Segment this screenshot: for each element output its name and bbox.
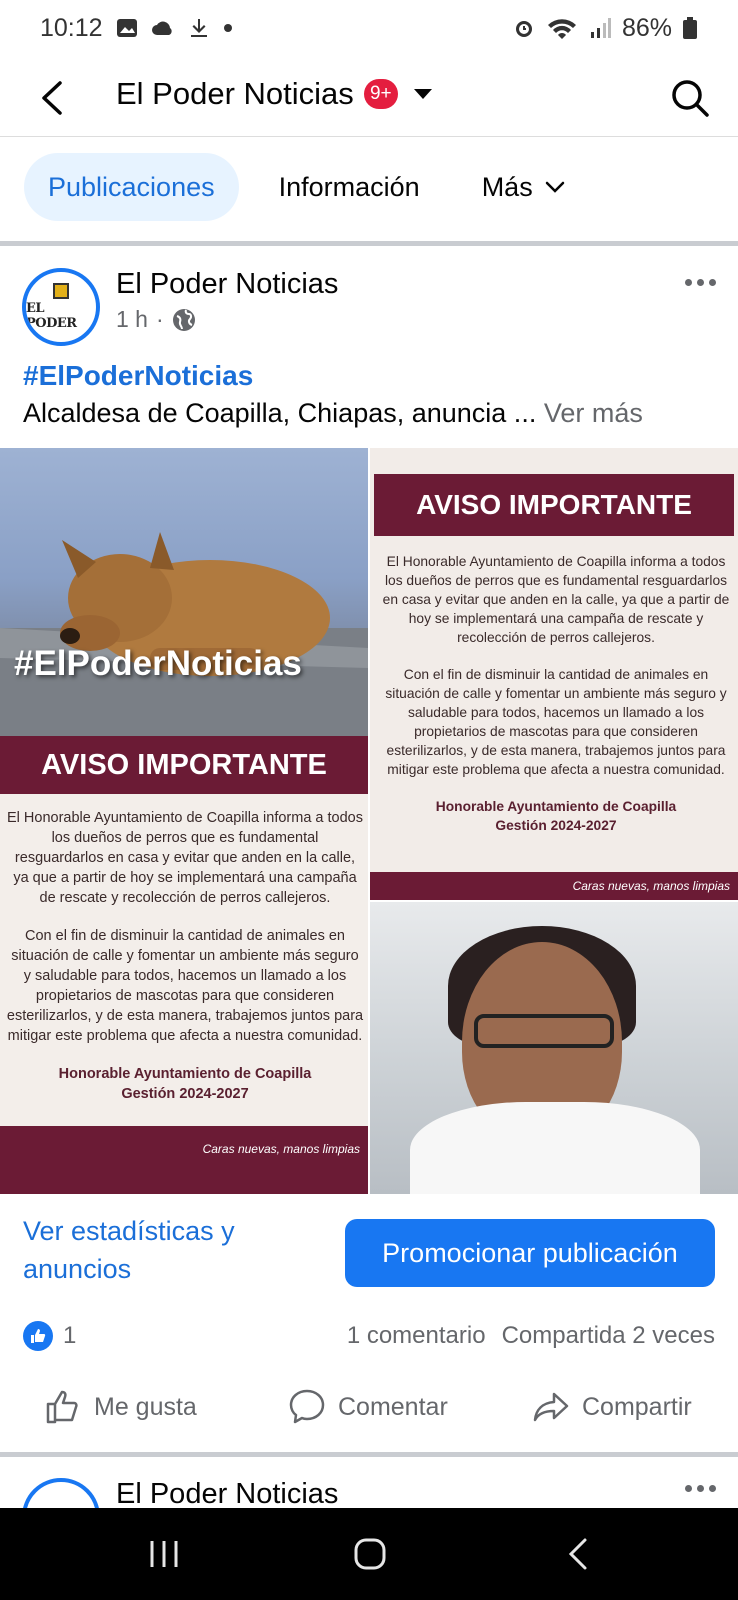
avatar[interactable] — [22, 268, 100, 346]
download-icon — [187, 16, 211, 40]
notice-paragraph-2: Con el fin de disminuir la cantidad de animales en situación de calle y fomentar un ambiente más seguro y saludable para todos, hacemos un llamado a los propietarios de mascotas para que consideren esterilizarlos, y de esta manera, trabajemos juntos para mitigar este problema que afecta a nuestra comunidad. — [6, 928, 364, 1044]
image-hashtag-overlay: #ElPoderNoticias — [14, 644, 302, 683]
status-time: 10:12 — [40, 13, 103, 42]
globe-icon — [172, 308, 196, 332]
post-options-button[interactable] — [674, 266, 726, 298]
page-tabs — [24, 152, 565, 222]
post-text-body: Alcaldesa de Coapilla, Chiapas, anuncia ... — [23, 398, 537, 428]
tab-publicaciones[interactable]: Publicaciones — [24, 153, 239, 221]
notice-paragraph-2-right: Con el fin de disminuir la cantidad de animales en situación de calle y fomentar un ambiente más seguro y saludable para todos, hacemos un llamado a los propietarios de mascotas para que consideren esterilizarlos, y de esta manera, trabajemos juntos para mitigar este problema que afecta a nuestra comunidad. — [385, 667, 727, 777]
page-title: El Poder Noticias — [116, 76, 354, 111]
tab-informacion[interactable]: Información — [278, 171, 420, 202]
recents-button[interactable] — [134, 1532, 194, 1576]
dog-photo — [0, 448, 368, 736]
share-arrow-icon — [532, 1388, 570, 1426]
signal-icon — [588, 16, 612, 40]
footer-slogan-left: Caras nuevas, manos limpias — [202, 1142, 360, 1156]
media-tile-left[interactable] — [0, 448, 368, 1194]
thumbs-up-icon — [44, 1388, 82, 1426]
header-divider — [0, 136, 738, 137]
recents-icon — [147, 1539, 181, 1569]
system-back-button[interactable] — [548, 1532, 608, 1576]
search-icon — [670, 78, 710, 118]
notice-paragraph-1: El Honorable Ayuntamiento de Coapilla informa a todos los dueños de perros que es fundamental resguardarlos en casa y evitar que anden en la calle, ya que a partir de hoy se implementará una campaña de rescate y recolección de perros callejeros. — [6, 810, 363, 906]
logo-mark — [53, 283, 69, 299]
next-post-header — [0, 1466, 738, 1508]
home-icon — [353, 1537, 387, 1571]
footer-strip-right — [370, 872, 738, 900]
chevron-left-icon — [566, 1537, 590, 1571]
app-header — [0, 62, 738, 136]
next-post-author[interactable]: El Poder Noticias — [116, 1478, 339, 1508]
caret-down-icon — [408, 79, 438, 109]
portrait-photo — [370, 902, 738, 1194]
more-horizontal-icon — [685, 279, 692, 286]
post-header — [0, 262, 738, 342]
avatar-logo-text: EL PODER — [26, 301, 77, 331]
tab-mas[interactable] — [482, 153, 565, 221]
back-button[interactable] — [26, 72, 78, 124]
notice-signature-2-right: Gestión 2024-2027 — [495, 818, 617, 833]
dog-illustration — [0, 448, 368, 736]
comment-bubble-icon — [288, 1388, 326, 1426]
like-reaction-icon[interactable] — [23, 1321, 53, 1351]
status-bar — [0, 0, 738, 56]
gallery-icon — [115, 16, 139, 40]
notice-paragraph-1-right: El Honorable Ayuntamiento de Coapilla informa a todos los dueños de perros que es fundamental resguardarlos en casa y evitar que anden en la calle, ya que a partir de hoy se implementará una campaña de rescate y recolección de perros callejeros. — [382, 554, 730, 645]
notice-text-left — [6, 808, 364, 1104]
post-hashtag[interactable]: #ElPoderNoticias — [23, 360, 254, 391]
page-title-button[interactable] — [116, 76, 438, 112]
section-divider-2 — [0, 1452, 738, 1457]
media-tile-right-bottom[interactable] — [370, 902, 738, 1194]
view-stats-link[interactable]: Ver estadísticas y anuncios — [23, 1216, 235, 1284]
comments-count[interactable]: 1 comentario — [346, 1322, 486, 1349]
section-divider — [0, 241, 738, 246]
status-right — [512, 14, 698, 43]
status-left — [40, 14, 233, 43]
reaction-count[interactable]: 1 — [63, 1322, 77, 1349]
post-action-bar — [0, 1378, 738, 1442]
shares-count[interactable]: Compartida 2 veces — [501, 1322, 715, 1349]
comment-label: Comentar — [338, 1392, 448, 1421]
search-button[interactable] — [664, 72, 716, 124]
post-media-grid — [0, 448, 738, 1194]
portrait-shirt — [410, 1102, 700, 1194]
system-nav-bar — [0, 1508, 738, 1600]
post-text — [23, 398, 723, 429]
next-post-options-button[interactable] — [674, 1474, 726, 1502]
battery-level: 86% — [621, 13, 672, 42]
aviso-banner-right: AVISO IMPORTANTE — [374, 474, 734, 536]
alarm-icon — [512, 16, 536, 40]
post-time[interactable]: 1 h — [116, 306, 148, 332]
home-button[interactable] — [340, 1532, 400, 1576]
share-label: Compartir — [582, 1392, 692, 1421]
arrow-left-icon — [38, 80, 66, 116]
share-button[interactable] — [532, 1388, 692, 1426]
battery-icon — [682, 16, 698, 40]
like-button[interactable] — [44, 1388, 197, 1426]
see-more-link[interactable]: Ver más — [543, 398, 643, 428]
footer-slogan-right: Caras nuevas, manos limpias — [572, 879, 730, 893]
post-author[interactable]: El Poder Noticias — [116, 268, 339, 300]
dot-icon — [223, 23, 233, 33]
portrait-glasses — [474, 1014, 614, 1048]
media-tile-right-top[interactable] — [370, 448, 738, 900]
notice-signature-1: Honorable Ayuntamiento de Coapilla — [58, 1066, 312, 1082]
tab-mas-label: Más — [481, 171, 533, 202]
cloud-icon — [151, 16, 175, 40]
notification-badge: 9+ — [364, 79, 398, 109]
aviso-banner-left: AVISO IMPORTANTE — [0, 736, 368, 794]
notice-signature-1-right: Honorable Ayuntamiento de Coapilla — [435, 799, 677, 814]
meta-separator: · — [155, 306, 164, 332]
post-meta — [116, 306, 196, 333]
notice-signature-2: Gestión 2024-2027 — [121, 1086, 249, 1102]
notice-text-right — [378, 552, 734, 835]
next-post-avatar[interactable] — [22, 1478, 100, 1508]
chevron-down-icon — [545, 181, 565, 193]
reactions-summary — [23, 1316, 715, 1356]
wifi-icon — [546, 16, 578, 40]
footer-strip-left — [0, 1126, 368, 1194]
more-horizontal-icon — [685, 1485, 692, 1492]
like-label: Me gusta — [94, 1392, 197, 1421]
comment-button[interactable] — [288, 1388, 448, 1426]
promote-post-button[interactable]: Promocionar publicación — [345, 1219, 715, 1287]
